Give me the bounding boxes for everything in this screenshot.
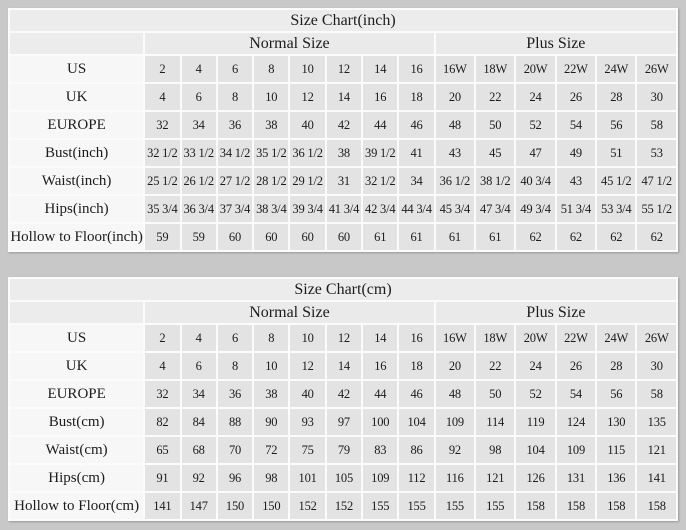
size-cell: 158 xyxy=(637,493,676,519)
size-cell: 158 xyxy=(597,493,635,519)
group-header-row xyxy=(10,33,676,54)
size-cell: 16 xyxy=(399,325,433,351)
size-cell: 105 xyxy=(327,465,361,491)
size-cell: 51 xyxy=(597,140,635,166)
size-cell: 91 xyxy=(145,465,179,491)
size-cell: 16 xyxy=(399,56,433,82)
size-cell: 65 xyxy=(145,437,179,463)
size-cell: 34 xyxy=(182,112,216,138)
size-cell: 14 xyxy=(327,84,361,110)
size-cell: 83 xyxy=(363,437,397,463)
corner-cell xyxy=(10,33,143,54)
size-cell: 12 xyxy=(290,353,324,379)
size-cell: 10 xyxy=(254,84,288,110)
size-cell: 62 xyxy=(597,224,635,250)
size-chart-inch-table xyxy=(8,8,678,252)
table-row xyxy=(10,168,676,194)
size-cell: 34 1/2 xyxy=(218,140,252,166)
size-cell: 152 xyxy=(327,493,361,519)
size-cell: 10 xyxy=(290,325,324,351)
size-cell: 38 3/4 xyxy=(254,196,288,222)
size-cell: 45 1/2 xyxy=(597,168,635,194)
size-cell: 6 xyxy=(218,56,252,82)
size-cell: 20 xyxy=(436,353,474,379)
size-cell: 26 xyxy=(557,84,595,110)
plus-size-header: Plus Size xyxy=(436,302,676,323)
size-cell: 60 xyxy=(327,224,361,250)
row-label: US xyxy=(10,56,143,82)
size-cell: 75 xyxy=(290,437,324,463)
size-cell: 20W xyxy=(516,325,554,351)
size-cell: 10 xyxy=(254,353,288,379)
size-cell: 44 3/4 xyxy=(399,196,433,222)
size-cell: 40 3/4 xyxy=(516,168,554,194)
size-cell: 12 xyxy=(327,56,361,82)
size-cell: 47 3/4 xyxy=(476,196,514,222)
size-cell: 29 1/2 xyxy=(290,168,324,194)
size-cell: 28 1/2 xyxy=(254,168,288,194)
size-cell: 121 xyxy=(476,465,514,491)
size-cell: 24 xyxy=(516,353,554,379)
size-cell: 96 xyxy=(218,465,252,491)
size-cell: 50 xyxy=(476,381,514,407)
row-label: Hips(cm) xyxy=(10,465,143,491)
size-cell: 35 1/2 xyxy=(254,140,288,166)
row-label: Hollow to Floor(cm) xyxy=(10,493,143,519)
size-cell: 12 xyxy=(290,84,324,110)
title-row xyxy=(10,10,676,31)
size-cell: 152 xyxy=(290,493,324,519)
size-cell: 22W xyxy=(557,56,595,82)
size-cell: 45 3/4 xyxy=(436,196,474,222)
size-cell: 8 xyxy=(218,353,252,379)
size-cell: 34 xyxy=(399,168,433,194)
size-cell: 109 xyxy=(436,409,474,435)
size-cell: 22W xyxy=(557,325,595,351)
size-cell: 4 xyxy=(182,325,216,351)
table-row xyxy=(10,224,676,250)
size-cell: 18 xyxy=(399,84,433,110)
size-cell: 16 xyxy=(363,84,397,110)
size-cell: 16W xyxy=(436,56,474,82)
row-label: Waist(cm) xyxy=(10,437,143,463)
size-cell: 61 xyxy=(399,224,433,250)
size-cell: 28 xyxy=(597,353,635,379)
size-cell: 24W xyxy=(597,325,635,351)
size-cell: 35 3/4 xyxy=(145,196,179,222)
size-cell: 47 xyxy=(516,140,554,166)
table-row xyxy=(10,112,676,138)
size-cell: 47 1/2 xyxy=(637,168,676,194)
size-cell: 8 xyxy=(218,84,252,110)
size-cell: 84 xyxy=(182,409,216,435)
size-cell: 2 xyxy=(145,56,179,82)
row-label: EUROPE xyxy=(10,381,143,407)
size-cell: 25 1/2 xyxy=(145,168,179,194)
size-cell: 20 xyxy=(436,84,474,110)
size-cell: 60 xyxy=(290,224,324,250)
size-cell: 61 xyxy=(363,224,397,250)
size-cell: 109 xyxy=(557,437,595,463)
size-cell: 36 xyxy=(218,112,252,138)
size-cell: 61 xyxy=(436,224,474,250)
size-cell: 53 3/4 xyxy=(597,196,635,222)
size-cell: 147 xyxy=(182,493,216,519)
size-cell: 155 xyxy=(363,493,397,519)
table-row xyxy=(10,409,676,435)
table-row xyxy=(10,84,676,110)
size-cell: 60 xyxy=(254,224,288,250)
size-cell: 130 xyxy=(597,409,635,435)
size-cell: 59 xyxy=(145,224,179,250)
size-cell: 155 xyxy=(399,493,433,519)
row-label: EUROPE xyxy=(10,112,143,138)
size-cell: 158 xyxy=(557,493,595,519)
size-cell: 12 xyxy=(327,325,361,351)
size-cell: 20W xyxy=(516,56,554,82)
size-cell: 32 1/2 xyxy=(145,140,179,166)
size-cell: 24W xyxy=(597,56,635,82)
normal-size-header: Normal Size xyxy=(145,302,434,323)
size-cell: 48 xyxy=(436,112,474,138)
size-cell: 26W xyxy=(637,325,676,351)
size-cell: 56 xyxy=(597,112,635,138)
size-cell: 55 1/2 xyxy=(637,196,676,222)
corner-cell xyxy=(10,302,143,323)
table-row xyxy=(10,465,676,491)
size-cell: 34 xyxy=(182,381,216,407)
size-cell: 52 xyxy=(516,381,554,407)
table-row xyxy=(10,437,676,463)
table-row xyxy=(10,196,676,222)
size-cell: 36 1/2 xyxy=(436,168,474,194)
size-cell: 8 xyxy=(254,325,288,351)
size-cell: 32 xyxy=(145,381,179,407)
size-cell: 115 xyxy=(597,437,635,463)
size-cell: 44 xyxy=(363,112,397,138)
size-chart-cm-body xyxy=(10,325,676,519)
size-chart-inch-body xyxy=(10,56,676,250)
size-cell: 27 1/2 xyxy=(218,168,252,194)
size-cell: 72 xyxy=(254,437,288,463)
normal-size-header: Normal Size xyxy=(145,33,434,54)
size-cell: 14 xyxy=(363,56,397,82)
size-cell: 98 xyxy=(476,437,514,463)
size-cell: 43 xyxy=(557,168,595,194)
table-row xyxy=(10,56,676,82)
size-cell: 119 xyxy=(516,409,554,435)
size-cell: 49 xyxy=(557,140,595,166)
size-cell: 30 xyxy=(637,84,676,110)
size-cell: 88 xyxy=(218,409,252,435)
row-label: UK xyxy=(10,353,143,379)
table-title: Size Chart(cm) xyxy=(10,279,676,300)
size-cell: 44 xyxy=(363,381,397,407)
size-cell: 31 xyxy=(327,168,361,194)
group-header-row xyxy=(10,302,676,323)
size-cell: 4 xyxy=(145,353,179,379)
size-cell: 90 xyxy=(254,409,288,435)
row-label: Hollow to Floor(inch) xyxy=(10,224,143,250)
plus-size-header: Plus Size xyxy=(436,33,676,54)
size-cell: 38 xyxy=(254,112,288,138)
table-row xyxy=(10,140,676,166)
size-cell: 42 xyxy=(327,381,361,407)
size-cell: 45 xyxy=(476,140,514,166)
size-cell: 109 xyxy=(363,465,397,491)
size-cell: 14 xyxy=(327,353,361,379)
size-cell: 100 xyxy=(363,409,397,435)
size-cell: 16W xyxy=(436,325,474,351)
size-cell: 135 xyxy=(637,409,676,435)
size-cell: 150 xyxy=(254,493,288,519)
size-cell: 62 xyxy=(557,224,595,250)
size-cell: 58 xyxy=(637,112,676,138)
size-cell: 101 xyxy=(290,465,324,491)
size-cell: 79 xyxy=(327,437,361,463)
size-cell: 40 xyxy=(290,381,324,407)
size-cell: 32 1/2 xyxy=(363,168,397,194)
size-cell: 18 xyxy=(399,353,433,379)
size-cell: 6 xyxy=(182,353,216,379)
table-row xyxy=(10,381,676,407)
size-cell: 121 xyxy=(637,437,676,463)
size-cell: 60 xyxy=(218,224,252,250)
size-cell: 26W xyxy=(637,56,676,82)
size-cell: 112 xyxy=(399,465,433,491)
size-cell: 6 xyxy=(182,84,216,110)
size-cell: 53 xyxy=(637,140,676,166)
size-cell: 54 xyxy=(557,381,595,407)
size-cell: 36 xyxy=(218,381,252,407)
size-cell: 10 xyxy=(290,56,324,82)
size-cell: 26 1/2 xyxy=(182,168,216,194)
size-cell: 24 xyxy=(516,84,554,110)
size-cell: 136 xyxy=(597,465,635,491)
size-cell: 18W xyxy=(476,56,514,82)
size-cell: 104 xyxy=(516,437,554,463)
title-row xyxy=(10,279,676,300)
size-cell: 18W xyxy=(476,325,514,351)
size-cell: 124 xyxy=(557,409,595,435)
size-cell: 49 3/4 xyxy=(516,196,554,222)
size-cell: 92 xyxy=(182,465,216,491)
size-cell: 38 xyxy=(254,381,288,407)
size-cell: 36 3/4 xyxy=(182,196,216,222)
size-cell: 50 xyxy=(476,112,514,138)
size-cell: 36 1/2 xyxy=(290,140,324,166)
size-cell: 86 xyxy=(399,437,433,463)
size-cell: 40 xyxy=(290,112,324,138)
size-cell: 22 xyxy=(476,353,514,379)
size-cell: 46 xyxy=(399,112,433,138)
size-cell: 56 xyxy=(597,381,635,407)
table-row xyxy=(10,493,676,519)
size-cell: 51 3/4 xyxy=(557,196,595,222)
size-cell: 158 xyxy=(516,493,554,519)
size-cell: 30 xyxy=(637,353,676,379)
row-label: UK xyxy=(10,84,143,110)
size-cell: 4 xyxy=(145,84,179,110)
size-cell: 22 xyxy=(476,84,514,110)
size-cell: 104 xyxy=(399,409,433,435)
size-cell: 41 3/4 xyxy=(327,196,361,222)
size-cell: 37 3/4 xyxy=(218,196,252,222)
size-cell: 70 xyxy=(218,437,252,463)
size-cell: 46 xyxy=(399,381,433,407)
size-cell: 114 xyxy=(476,409,514,435)
size-cell: 52 xyxy=(516,112,554,138)
table-row xyxy=(10,325,676,351)
size-cell: 6 xyxy=(218,325,252,351)
table-row xyxy=(10,353,676,379)
row-label: Hips(inch) xyxy=(10,196,143,222)
size-cell: 62 xyxy=(637,224,676,250)
row-label: Bust(cm) xyxy=(10,409,143,435)
table-title: Size Chart(inch) xyxy=(10,10,676,31)
size-cell: 39 1/2 xyxy=(363,140,397,166)
size-cell: 131 xyxy=(557,465,595,491)
size-cell: 8 xyxy=(254,56,288,82)
size-cell: 98 xyxy=(254,465,288,491)
size-cell: 92 xyxy=(436,437,474,463)
size-cell: 82 xyxy=(145,409,179,435)
size-cell: 26 xyxy=(557,353,595,379)
size-cell: 155 xyxy=(476,493,514,519)
row-label: Bust(inch) xyxy=(10,140,143,166)
size-cell: 32 xyxy=(145,112,179,138)
size-cell: 2 xyxy=(145,325,179,351)
size-cell: 39 3/4 xyxy=(290,196,324,222)
size-cell: 126 xyxy=(516,465,554,491)
size-cell: 33 1/2 xyxy=(182,140,216,166)
size-cell: 93 xyxy=(290,409,324,435)
row-label: Waist(inch) xyxy=(10,168,143,194)
size-cell: 16 xyxy=(363,353,397,379)
row-label: US xyxy=(10,325,143,351)
size-chart-cm-table xyxy=(8,277,678,521)
size-cell: 42 xyxy=(327,112,361,138)
size-cell: 150 xyxy=(218,493,252,519)
size-cell: 58 xyxy=(637,381,676,407)
size-cell: 43 xyxy=(436,140,474,166)
size-cell: 54 xyxy=(557,112,595,138)
size-cell: 155 xyxy=(436,493,474,519)
size-cell: 4 xyxy=(182,56,216,82)
size-cell: 68 xyxy=(182,437,216,463)
size-cell: 61 xyxy=(476,224,514,250)
size-cell: 141 xyxy=(637,465,676,491)
size-cell: 38 xyxy=(327,140,361,166)
size-cell: 48 xyxy=(436,381,474,407)
size-cell: 38 1/2 xyxy=(476,168,514,194)
size-cell: 97 xyxy=(327,409,361,435)
size-cell: 62 xyxy=(516,224,554,250)
size-cell: 116 xyxy=(436,465,474,491)
size-cell: 59 xyxy=(182,224,216,250)
size-cell: 41 xyxy=(399,140,433,166)
size-cell: 28 xyxy=(597,84,635,110)
size-cell: 141 xyxy=(145,493,179,519)
size-cell: 14 xyxy=(363,325,397,351)
size-cell: 42 3/4 xyxy=(363,196,397,222)
